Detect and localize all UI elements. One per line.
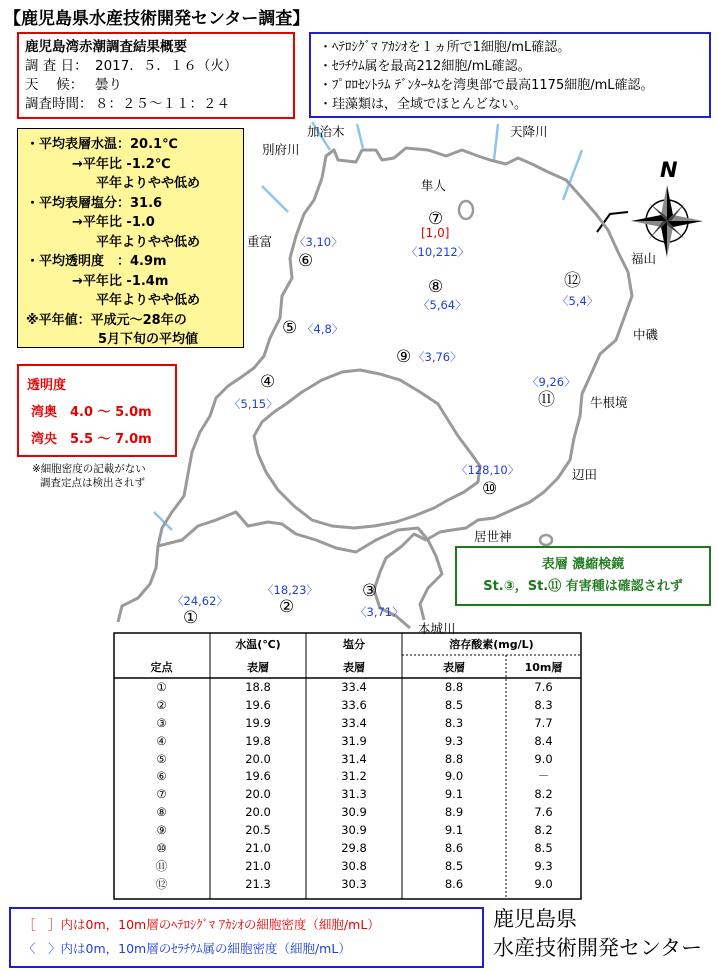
page-title: 【鹿児島県水産技術開発センター調査】	[4, 9, 310, 29]
cell-salt: 31.9	[341, 733, 367, 748]
transparency-bay-center: 湾央 5.5 ～ 7.0m	[31, 432, 152, 447]
cell-salt: 30.9	[341, 823, 367, 838]
cell-station: ⑦	[156, 787, 167, 802]
water-quality-table	[113, 632, 581, 893]
place-kajiki: 加治木	[307, 124, 345, 139]
station-5-density: 〈4,8〉	[302, 322, 344, 336]
table-header-point: 定点	[150, 660, 173, 674]
cell-do-10m: 9.0	[534, 876, 553, 891]
cell-temp: 21.0	[245, 840, 271, 855]
island-coastline	[254, 370, 480, 528]
station-6-marker: ⑥	[298, 251, 314, 271]
cell-do-surface: 8.5	[444, 858, 464, 873]
transparency-heading: 透明度	[27, 378, 67, 393]
cell-temp: 20.0	[245, 805, 271, 820]
place-fukuyama: 福山	[631, 251, 657, 266]
cell-do-surface: 8.3	[444, 715, 464, 730]
bracket-legend	[9, 907, 484, 968]
cell-do-surface: 9.1	[444, 787, 464, 802]
time-value: ８：２５～１１：２４	[95, 96, 230, 112]
cell-do-10m: 8.3	[534, 697, 553, 712]
center-name-line: 鹿児島県	[493, 907, 577, 931]
river-kajiki	[357, 124, 363, 148]
cell-station: ⑥	[156, 769, 167, 784]
cell-do-10m: 9.0	[534, 751, 553, 766]
cell-temp: 19.9	[245, 715, 271, 730]
time-label: 調査時間：	[25, 96, 93, 112]
finding-item: ・ﾌﾟﾛﾛｾﾝﾄﾗﾑ ﾃﾞﾝﾀｰﾀﾑを湾奥部で最高1175細胞/mL確認。	[319, 78, 654, 93]
cell-station: ③	[156, 715, 167, 730]
condition-line: 平年よりやや低め	[96, 293, 201, 308]
density-note	[32, 462, 146, 490]
table-row	[113, 875, 581, 893]
cell-do-surface: 9.1	[444, 823, 464, 838]
cell-temp: 18.8	[245, 679, 271, 694]
cell-do-surface: 8.9	[444, 805, 464, 820]
summary-heading: 鹿児島湾赤潮調査結果概要	[25, 39, 187, 55]
table-row	[113, 714, 581, 732]
cell-do-surface: 8.8	[444, 751, 464, 766]
station-10-marker: ⑩	[482, 479, 498, 499]
cell-do-10m: 8.2	[534, 823, 553, 838]
station-1-density: 〈24,62〉	[172, 594, 228, 608]
cell-do-10m: 7.6	[534, 805, 553, 820]
station-4-density: 〈5,15〉	[229, 397, 278, 411]
cell-salt: 31.2	[341, 769, 367, 784]
cell-station: ⑪	[155, 858, 168, 873]
date-label: 調 査 日：	[25, 58, 88, 74]
table-row	[113, 696, 581, 714]
cell-temp: 19.6	[245, 769, 271, 784]
station-11-marker: ⑪	[538, 390, 555, 410]
cell-do-10m: 8.4	[534, 733, 553, 748]
weather-label: 天 候：	[25, 77, 84, 93]
place-henda: 辺田	[572, 467, 598, 482]
transparency-bay-inner: 湾奥 4.0 ～ 5.0m	[31, 405, 152, 420]
place-ushinekyo: 牛根境	[590, 395, 628, 410]
station-4-marker: ④	[260, 372, 276, 392]
center-name	[493, 905, 702, 963]
cell-do-10m: 7.7	[534, 715, 553, 730]
station-3-marker: ③	[362, 581, 378, 601]
cell-station: ②	[156, 697, 167, 712]
station-5-marker: ⑤	[282, 318, 298, 338]
cell-temp: 21.3	[245, 876, 271, 891]
cell-do-surface: 8.5	[444, 697, 464, 712]
note-line: 調査定点は検出されず	[40, 477, 145, 489]
table-row	[113, 857, 581, 875]
station-12-marker: ⑫	[564, 271, 581, 291]
station-9-density: 〈3,76〉	[413, 350, 462, 364]
place-hayato: 隼人	[421, 178, 447, 193]
condition-line: ※平年値：平成元～28年の	[26, 312, 187, 328]
concentration-box	[455, 546, 711, 606]
table-row	[113, 767, 581, 785]
station-1-marker: ①	[183, 608, 199, 628]
small-island-south-1	[540, 535, 552, 545]
finding-item: ・ﾍﾃﾛｼｸﾞﾏ ｱｶｼｵを１ヵ所で1細胞/mL確認。	[319, 40, 571, 55]
conditions-box	[17, 128, 244, 348]
place-nakaiso: 中磯	[633, 327, 659, 342]
cell-do-10m: 8.5	[534, 840, 553, 855]
concentration-heading: 表層 濃縮検鏡	[541, 557, 625, 572]
center-name-line: 水産技術開発センター	[493, 936, 703, 960]
cell-station: ⑧	[156, 805, 167, 820]
finding-item: ・珪藻類は，全域でほとんどない。	[319, 97, 528, 112]
condition-line: 平年よりやや低め	[96, 234, 201, 250]
legend-blue-bracket: 〈 〉内は0m，10m層のｾﾗﾁｳﾑ属の細胞密度（細胞/mL）	[23, 941, 351, 956]
table-row	[113, 803, 581, 821]
condition-line: →平年比 -1.0	[72, 215, 155, 230]
table-header-do-10m: 10m層	[524, 660, 563, 674]
place-tenkou: 天降川	[510, 124, 548, 139]
place-beppu: 別府川	[262, 142, 300, 157]
station-10-density: 〈128,10〉	[456, 463, 520, 477]
station-8-density: 〈5,64〉	[418, 298, 467, 312]
table-header-do-surface: 表層	[443, 660, 465, 674]
cell-do-10m: 9.3	[534, 858, 553, 873]
cell-salt: 33.4	[341, 679, 367, 694]
note-line: ※細胞密度の記載がない	[32, 463, 146, 475]
transparency-box	[17, 364, 177, 457]
weather-value: 曇り	[95, 77, 122, 93]
station-7-red-density: [1,0]	[421, 226, 450, 240]
finding-item: ・ｾﾗﾁｳﾑ属を最高212細胞/mL確認。	[319, 59, 531, 74]
legend-red-bracket: ［ ］内は0m，10m層のﾍﾃﾛｼｸﾞﾏ ｱｶｼｵの細胞密度（細胞/mL）	[23, 917, 380, 932]
cell-do-10m: 8.2	[534, 787, 553, 802]
date-value: 2017．５．１６（火）	[95, 58, 238, 74]
cell-do-10m: －	[537, 769, 550, 784]
cell-station: ⑩	[156, 840, 167, 855]
table-header-temp-surface: 表層	[247, 660, 269, 674]
condition-line: →平年比 -1.4m	[72, 273, 169, 289]
place-isejin: 居世神	[474, 529, 512, 544]
station-2-marker: ②	[279, 597, 295, 617]
cell-temp: 21.0	[245, 858, 271, 873]
condition-line: ・平均表層塩分：31.6	[26, 195, 163, 211]
place-shigetomi: 重富	[247, 234, 273, 249]
cell-station: ①	[156, 679, 167, 694]
table-row	[113, 839, 581, 857]
cell-station: ④	[156, 733, 167, 748]
cell-temp: 20.0	[245, 787, 271, 802]
station-2-density: 〈18,23〉	[262, 583, 318, 597]
cell-salt: 33.4	[341, 715, 367, 730]
station-7-density: 〈10,212〉	[406, 245, 470, 259]
condition-line: ・平均表層水温：20.1℃	[26, 137, 178, 152]
small-island-hayato	[459, 201, 473, 219]
station-3-density: 〈3,71〉	[355, 605, 404, 619]
concentration-result: St.③，St.⑪ 有害種は確認されず	[483, 579, 683, 594]
river-east	[563, 150, 582, 200]
cell-temp: 20.5	[245, 823, 271, 838]
cell-station: ⑫	[155, 876, 168, 891]
station-12-density: 〈5,4〉	[557, 294, 599, 308]
river-tenkou	[494, 124, 498, 160]
condition-line: ・平均透明度 ：4.9m	[26, 254, 167, 269]
cell-do-surface: 9.3	[444, 733, 464, 748]
station-11-density: 〈9,26〉	[527, 375, 576, 389]
table-header-salt-surface: 表層	[343, 660, 365, 674]
cell-do-surface: 8.6	[444, 876, 464, 891]
station-8-marker: ⑧	[428, 277, 444, 297]
findings-box	[309, 32, 711, 118]
condition-line: →平年比 -1.2℃	[72, 156, 171, 172]
station-6-density: 〈3,10〉	[294, 235, 343, 249]
table-header-blank	[113, 632, 210, 655]
cell-salt: 30.8	[341, 858, 367, 873]
cell-station: ⑨	[156, 823, 167, 838]
table-header-do: 溶存酸素(mg/L)	[449, 637, 534, 651]
cell-do-10m: 7.6	[534, 679, 553, 694]
table-row	[113, 732, 581, 750]
table-row	[113, 750, 581, 768]
condition-line: 5月下旬の平均値	[98, 332, 199, 347]
table-header-temp: 水温(℃)	[235, 637, 281, 651]
cell-do-surface: 9.0	[444, 769, 464, 784]
place-hongawa: 本城川	[418, 621, 456, 636]
station-9-marker: ⑨	[396, 347, 412, 367]
cell-salt: 30.9	[341, 805, 367, 820]
table-row	[113, 821, 581, 839]
cell-salt: 31.4	[341, 751, 367, 766]
river-beppu	[262, 186, 288, 212]
survey-summary-box	[17, 32, 295, 119]
table-row	[113, 785, 581, 803]
cell-salt: 30.3	[341, 876, 367, 891]
cell-temp: 19.6	[245, 697, 271, 712]
cell-salt: 31.3	[341, 787, 367, 802]
cell-temp: 19.8	[245, 733, 271, 748]
cell-salt: 29.8	[341, 840, 367, 855]
cell-station: ⑤	[156, 751, 167, 766]
cell-salt: 33.6	[341, 697, 367, 712]
compass-north-label: N	[660, 158, 678, 182]
cell-do-surface: 8.8	[444, 679, 464, 694]
cell-temp: 20.0	[245, 751, 271, 766]
table-header-salt: 塩分	[343, 637, 365, 651]
condition-line: 平年よりやや低め	[96, 176, 201, 191]
compass-rose	[631, 185, 703, 257]
table-row	[113, 678, 581, 696]
cell-do-surface: 8.6	[444, 840, 464, 855]
station-7-marker: ⑦	[428, 209, 444, 229]
